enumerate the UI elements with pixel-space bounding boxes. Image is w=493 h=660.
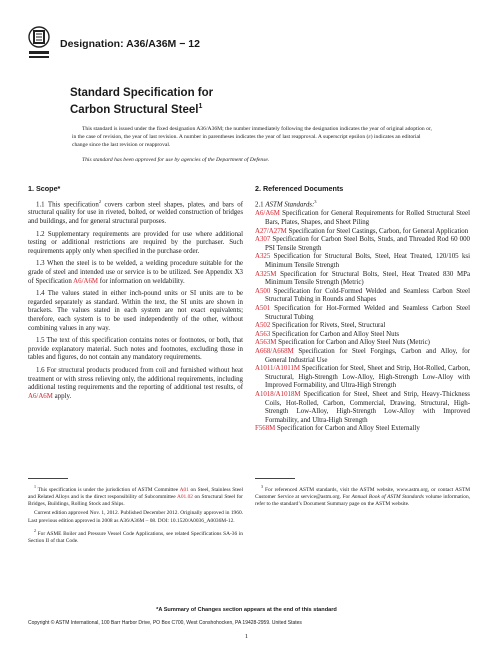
reference-code-link[interactable]: A27/A27M [255,227,287,235]
footnote-2-text: For ASME Boiler and Pressure Vessel Code Applications, see related Specifications SA-36 in Section II of that Code. [28,530,243,544]
scope-para-3-text: 1.3 When the steel is to be welded, a welding procedure suitable for the grade of steel and intended use or service is to be utilized. See Appendix X3 of Specification [28,260,243,285]
reference-item [255,348,470,365]
reference-title: Specification for Steel, Sheet and Strip, Hot-Rolled, Carbon, Structural, High-Strength Low-Alloy, High-Strength Low-Alloy with Improved Formability, and Ultra-High Strength [265,365,470,390]
footnote-3-end: volume information, refer to the standard’s Document Summary page on the ASTM website. [255,494,470,508]
footnote-3 [255,483,470,508]
footnote-divider [28,478,68,479]
reference-code-link[interactable]: F568M [255,425,276,433]
footnote-3-text: For referenced ASTM standards, visit the ASTM website, www.astm.org, or contact ASTM Customer Service at service@astm.org. For [255,486,470,500]
reference-title: Specification for Structural Bolts, Steel, Heat Treated, 120/105 ksi Minimum Tensile Strength [265,253,470,270]
summary-of-changes-note: *A Summary of Changes section appears at the end of this standard [156,607,337,613]
reference-code-link[interactable]: A307 [255,236,271,244]
reference-item [255,391,470,425]
reference-title: Specification for Cold-Formed Welded and Seamless Carbon Steel Structural Tubing in Rounds and Shapes [265,287,470,304]
title-text: Carbon Structural Steel [70,103,199,116]
reference-code-link[interactable]: A563 [255,330,271,338]
scope-para-2: 1.2 Supplementary requirements are provided for use where additional testing or additional restrictions are required by the purchaser. Such requirements apply only when specified in the purchase order. [28,230,243,255]
annual-book-title: Annual Book of ASTM Standards [351,494,424,500]
standard-notice [72,125,432,164]
page-number: 1 [244,633,249,640]
scope-section [28,185,243,405]
scope-para-1-text: 1.1 This specification [36,200,99,208]
scope-para-3-rest: for information on weldability. [98,277,185,285]
reference-item [255,228,470,237]
title-line-2 [70,100,213,117]
scope-para-4: 1.4 The values stated in either inch-pound units or SI units are to be regarded separately as standard. Within the text, the SI units are shown in brackets. The values stated in each system are not exact equivalents; therefore, each system is to be used independently of the other, without combining values in any way. [28,290,243,332]
scope-para-6 [28,367,243,401]
subcommittee-link[interactable]: A01.02 [176,494,193,500]
scope-para-1-rest: covers carbon steel shapes, plates, and bars of structural quality for use in riveted, bolted, or welded construction of bridges and buildings, and for general structural purposes. [28,200,243,226]
approval-note: This standard has been approved for use by agencies of the Department of Defense. [82,157,270,163]
reference-title: Specification for Rivets, Steel, Structural [270,322,386,330]
refs-heading: 2. Referenced Documents [255,184,344,193]
reference-title: Specification for Steel Castings, Carbon, for General Application [286,227,469,235]
footnote-1-edition: Current edition approved Nov. 1, 2012. Published December 2012. Originally approved in 1960. Last previous edition approved in 2008 as A36/A36M – 08. DOI: 10.1520/A0036_A0036M-12. [28,510,243,524]
reference-item [255,305,470,322]
reference-title: Specification for Steel Forgings, Carbon and Alloy, for General Industrial Use [265,347,470,364]
scope-heading: 1. Scope* [28,184,61,193]
referenced-documents-section [255,185,470,434]
notice-text: This standard is issued under the fixed designation A36/A36M; the number immediately following the designation indicates the year of original adoption or, in the case of revision, the year of last revision. A number in parentheses indicates the year of last reapproval. A superscript epsilon (ε) indicates an editorial change since the last revision or reapproval. [72,126,432,148]
copyright-line: Copyright © ASTM International, 100 Barr Harbor Drive, PO Box C700, West Conshohocken, PA 19428-2959. United States [28,620,302,626]
reference-item [255,331,470,340]
footnote-1-text: This specification is under the jurisdiction of ASTM Committee [36,486,180,493]
committee-link[interactable]: A01 [179,486,189,493]
reference-code-link[interactable]: A668/A668M [255,347,294,355]
footnote-number: 2 [34,527,36,533]
footnote-1 [28,483,243,508]
reference-item [255,271,470,288]
scope-para-6-text: 1.6 For structural products produced from coil and furnished without heat treatment or with stress relieving only, the additional requirements, including additional testing requirements and the reporting of additional test results, of [28,366,243,392]
intro-number: 2.1 [255,200,266,208]
reference-title: Specification for Carbon and Alloy Steel Nuts (Metric) [276,339,430,347]
scope-para-5: 1.5 The text of this specification contains notes or footnotes, or both, that provide explanatory material. Such notes and footnotes, excluding those in tables and figures, do not contain any mandatory requirements. [28,337,243,362]
reference-code-link[interactable]: A1011/A1011M [255,365,301,373]
reference-item [255,210,470,227]
reference-item [255,236,470,253]
intro-label: ASTM Standards: [265,200,315,208]
reference-item [255,253,470,270]
reference-code-link[interactable]: A1018/A1018M [255,390,301,398]
astm-standards-intro [255,198,470,210]
reference-title: Specification for Structural Bolts, Steel, Heat Treated 830 MPa Minimum Tensile Strength (Metric) [265,270,470,287]
footnote-2 [28,527,243,545]
document-title [70,86,213,117]
reference-code-link[interactable]: A6/A6M [255,210,280,218]
footnote-number: 1 [34,484,36,489]
a6-link[interactable]: A6/A6M [28,392,53,400]
reference-code-link[interactable]: A502 [255,322,271,330]
reference-item [255,365,470,391]
title-footnote-ref: 1 [198,103,203,110]
reference-title: Specification for Carbon Steel Bolts, Studs, and Threaded Rod 60 000 PSI Tensile Strength [265,236,470,252]
reference-item [255,425,470,434]
a6-link[interactable]: A6/A6M [73,277,99,285]
footnote-divider [255,478,295,479]
astm-logo [28,24,50,64]
reference-item [255,288,470,305]
reference-code-link[interactable]: A563M [255,339,277,347]
reference-code-link[interactable]: A325 [255,253,271,261]
scope-para-6-rest: apply. [52,392,72,400]
scope-para-3 [28,260,243,286]
reference-title: Specification for Hot-Formed Welded and Seamless Carbon Steel Structural Tubing [265,305,470,321]
reference-title: Specification for Steel, Sheet and Strip, Heavy-Thickness Coils, Hot-Rolled, Carbon, Commercial, Drawing, Structural, High-Strength Low-Alloy, High-Strength Low-Alloy with Improved Formability, and Ultra-High Strength [265,390,470,424]
footnotes-right [255,483,470,510]
reference-title: Specification for General Requirements for Rolled Structural Steel Bars, Plates, Shapes, and Sheet Piling [265,210,470,227]
reference-item [255,322,470,331]
reference-list [255,210,470,433]
reference-code-link[interactable]: A501 [255,305,271,313]
footnote-number: 3 [261,484,263,489]
reference-code-link[interactable]: A500 [255,287,271,295]
footnote-ref: 3 [314,198,317,204]
reference-title: Specification for Carbon and Alloy Steel Externally [275,425,420,433]
reference-title: Specification for Carbon and Alloy Steel Nuts [270,330,400,338]
footnote-1-end: on Structural Steel for Bridges, Buildings, Rolling Stock and Ships. [28,494,243,508]
title-line-1: Standard Specification for [70,87,214,99]
reference-code-link[interactable]: A325M [255,270,277,278]
designation: Designation: A36/A36M − 12 [60,38,200,50]
footnote-1-mid: on Steel, Stainless Steel and Related Alloys and is the direct responsibility of Subcommittee [28,486,243,500]
scope-para-1 [28,198,243,227]
footnotes-left [28,483,243,547]
reference-item [255,339,470,348]
footnote-ref: 2 [98,198,102,204]
